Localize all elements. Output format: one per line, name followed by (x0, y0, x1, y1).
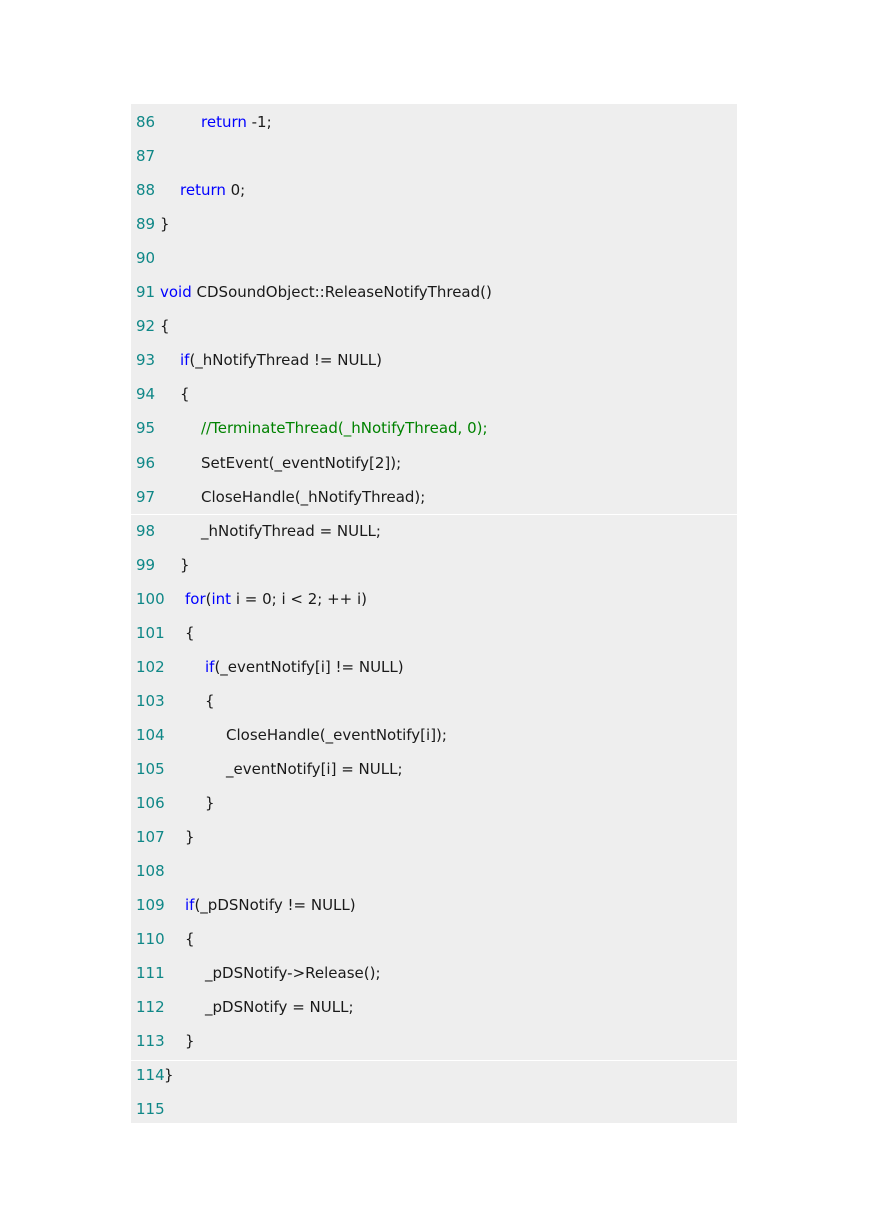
line-number: 95 (136, 419, 156, 438)
code-token: i = 0; i < 2; ++ i) (231, 589, 368, 608)
line-number: 96 (136, 453, 156, 472)
line-number: 97 (136, 487, 156, 506)
code-token: { (185, 930, 195, 949)
line-number: 103 (136, 691, 165, 710)
code-line (136, 657, 404, 677)
code-line (136, 759, 403, 779)
code-token: CloseHandle(_eventNotify[i]); (226, 725, 447, 744)
line-number: 114 (136, 1066, 165, 1085)
line-number: 104 (136, 725, 165, 744)
line-number: 91 (136, 283, 156, 302)
code-line (136, 487, 425, 507)
code-line (136, 623, 195, 643)
code-token: _eventNotify[i] = NULL; (226, 759, 403, 778)
code-line (136, 112, 272, 132)
code-token: _pDSNotify->Release(); (205, 964, 381, 983)
line-number: 94 (136, 385, 156, 404)
keyword-token: if (205, 657, 215, 676)
code-token: } (205, 794, 215, 812)
code-line (136, 589, 367, 609)
code-line (136, 929, 195, 949)
code-line (136, 418, 488, 438)
code-line (136, 316, 170, 336)
code-token: (_pDSNotify != NULL) (194, 896, 356, 915)
keyword-token: int (211, 589, 232, 608)
code-token: { (205, 691, 215, 710)
code-line (136, 180, 245, 200)
code-line (136, 1099, 164, 1119)
code-line (136, 384, 190, 404)
page-break-divider (131, 1060, 737, 1061)
code-line (136, 691, 215, 711)
line-number: 115 (136, 1100, 165, 1119)
line-number: 88 (136, 181, 156, 200)
line-number: 102 (136, 657, 165, 676)
code-listing (131, 104, 737, 1123)
line-number: 109 (136, 896, 165, 915)
keyword-token: if (185, 896, 195, 915)
keyword-token: void (160, 283, 192, 302)
code-token: CDSoundObject::ReleaseNotifyThread() (191, 283, 492, 302)
code-line (136, 827, 195, 847)
code-token: 0; (225, 181, 246, 200)
line-number: 105 (136, 759, 165, 778)
code-line (136, 350, 382, 370)
line-number: 101 (136, 623, 165, 642)
code-token: } (185, 1032, 195, 1051)
code-token: SetEvent(_eventNotify[2]); (201, 453, 402, 472)
code-line (136, 453, 401, 473)
code-token: CloseHandle(_hNotifyThread); (201, 487, 426, 506)
code-token: (_eventNotify[i] != NULL) (214, 657, 404, 676)
code-line (136, 282, 492, 302)
line-number: 86 (136, 113, 156, 131)
page-break-divider (131, 514, 737, 515)
code-line (136, 793, 215, 813)
code-line (136, 1065, 174, 1085)
line-number: 89 (136, 215, 156, 234)
keyword-token: return (201, 113, 247, 131)
code-line (136, 895, 356, 915)
line-number: 110 (136, 930, 165, 949)
line-number: 111 (136, 964, 165, 983)
code-token: } (164, 1066, 174, 1085)
code-token: (_hNotifyThread != NULL) (189, 351, 382, 370)
code-token: { (180, 385, 190, 404)
code-line (136, 146, 160, 166)
code-line (136, 555, 190, 575)
code-token: _pDSNotify = NULL; (205, 998, 354, 1017)
keyword-token: return (180, 181, 226, 200)
code-token: } (160, 215, 170, 234)
keyword-token: for (185, 589, 206, 608)
line-number: 106 (136, 794, 165, 812)
line-number: 99 (136, 555, 156, 574)
code-token: { (160, 317, 170, 336)
code-line (136, 997, 354, 1017)
code-token: -1; (246, 113, 272, 131)
code-token: _hNotifyThread = NULL; (201, 521, 381, 540)
code-line (136, 725, 447, 745)
line-number: 107 (136, 828, 165, 847)
code-token: } (180, 555, 190, 574)
comment-token: //TerminateThread(_hNotifyThread, 0); (201, 419, 488, 438)
line-number: 100 (136, 589, 165, 608)
line-number: 112 (136, 998, 165, 1017)
code-line (136, 521, 381, 541)
line-number: 108 (136, 862, 165, 881)
code-token: } (185, 828, 195, 847)
code-line (136, 963, 381, 983)
line-number: 93 (136, 351, 156, 370)
code-line (136, 861, 185, 881)
code-line (136, 214, 170, 234)
line-number: 90 (136, 249, 156, 268)
code-token: { (185, 623, 195, 642)
line-number: 87 (136, 147, 156, 166)
line-number: 98 (136, 521, 156, 540)
keyword-token: if (180, 351, 190, 370)
line-number: 92 (136, 317, 156, 336)
code-line (136, 1031, 195, 1051)
code-token: ( (205, 589, 212, 608)
line-number: 113 (136, 1032, 165, 1051)
code-line (136, 248, 160, 268)
